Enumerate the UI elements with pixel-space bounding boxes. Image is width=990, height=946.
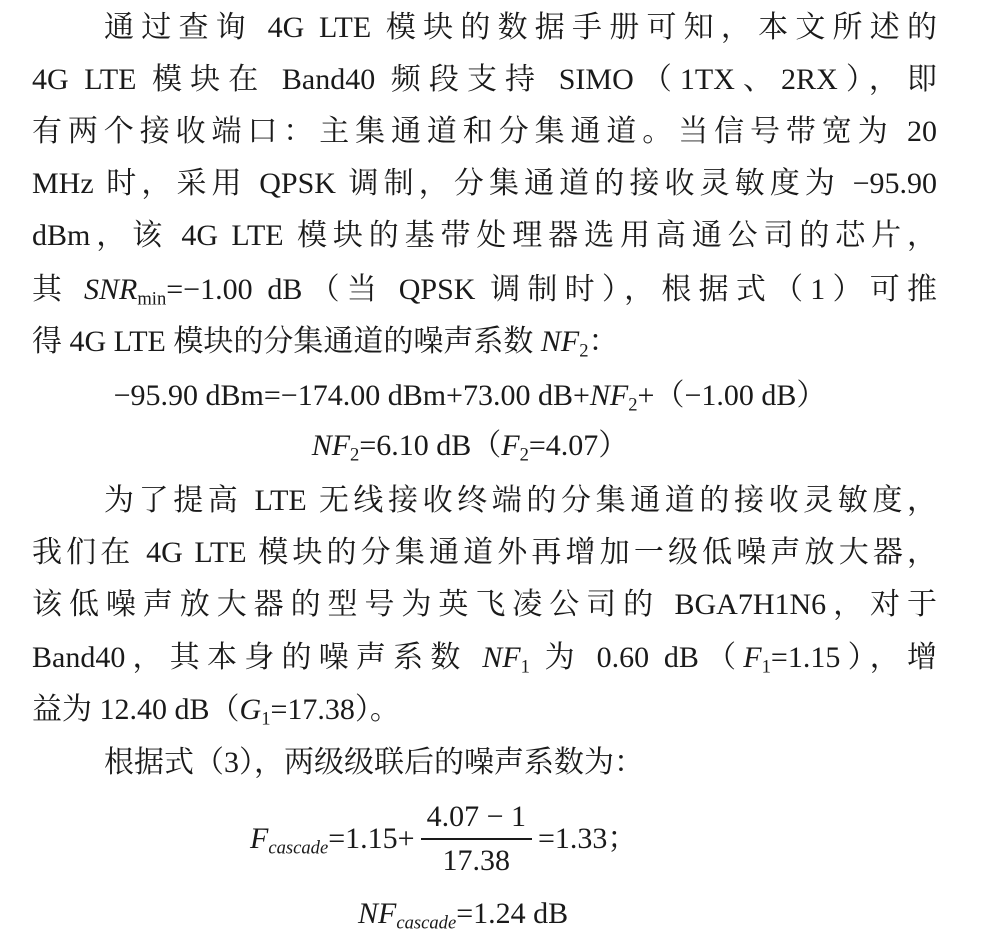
p2l4-prefix: Band40，其本身的噪声系数 (32, 641, 483, 674)
eq2-var: NF (311, 429, 351, 462)
eq3-lhs (250, 821, 415, 857)
equation-3 (0, 794, 990, 884)
eq3-mid: =1.15+ (328, 822, 415, 855)
eq3-wrap (250, 794, 637, 884)
eq3-numerator: 4.07 − 1 (426, 800, 526, 833)
line7-suffix: ： (588, 325, 619, 358)
nf-subscript: 2 (579, 340, 589, 362)
snr-variable: SNR (83, 273, 138, 306)
eq4-sub: cascade (396, 912, 457, 934)
p2l5-suffix: =17.38）。 (270, 693, 400, 726)
p2l4-suffix: =1.15），增 (770, 641, 938, 674)
snr-subscript: min (137, 288, 167, 310)
paragraph1-line3: 有两个接收端口：主集通道和分集通道。当信号带宽为 20 (32, 115, 937, 148)
eq1-suffix: +（−1.00 dB） (637, 379, 827, 412)
eq2-mid: =6.10 dB（ (359, 429, 502, 462)
equation-4 (358, 896, 758, 932)
paragraph2-line1: 为了提高 LTE 无线接收终端的分集通道的接收灵敏度， (104, 484, 937, 517)
paragraph1-line6 (32, 272, 937, 308)
f1-var: F (743, 641, 762, 674)
equation-2 (0, 428, 940, 464)
g1-var: G (239, 693, 262, 726)
paragraph1-line5: dBm，该 4G LTE 模块的基带处理器选用高通公司的芯片， (32, 219, 937, 252)
paragraph1-line7 (32, 324, 937, 360)
f1-sub: 1 (761, 656, 771, 678)
paragraph2-line5 (32, 692, 937, 728)
nf-variable: NF (540, 325, 580, 358)
eq4-suffix: =1.24 dB (456, 897, 569, 930)
paragraph1-line4: MHz 时，采用 QPSK 调制，分集通道的接收灵敏度为 −95.90 (32, 167, 937, 200)
equation-1 (0, 378, 940, 414)
eq3-denominator: 17.38 (442, 844, 511, 877)
paragraph3-line: 根据式（3），两级级联后的噪声系数为： (104, 746, 644, 779)
g1-sub: 1 (261, 708, 271, 730)
paragraph1-line1: 通过查询 4G LTE 模块的数据手册可知，本文所述的 (104, 11, 937, 44)
eq4-var: NF (358, 897, 397, 930)
eq3-var: F (250, 822, 269, 855)
paragraph2-line3: 该低噪声放大器的型号为英飞凌公司的 BGA7H1N6，对于 (32, 588, 937, 621)
eq3-sub: cascade (268, 837, 329, 859)
nf1-var: NF (482, 641, 521, 674)
line6-prefix: 其 (32, 273, 84, 306)
p2l5-prefix: 益为 12.40 dB（ (32, 693, 240, 726)
eq3-fraction (421, 800, 532, 878)
paragraph2-line4 (32, 640, 937, 676)
paragraph2-line2: 我们在 4G LTE 模块的分集通道外再增加一级低噪声放大器， (32, 536, 937, 569)
eq2-suffix: =4.07） (528, 429, 629, 462)
nf1-sub: 1 (520, 656, 530, 678)
eq1-var: NF (589, 379, 629, 412)
eq3-suffix: =1.33； (537, 822, 638, 855)
eq1-prefix: −95.90 dBm=−174.00 dBm+73.00 dB+ (113, 379, 590, 412)
eq2-sub: 2 (350, 444, 360, 466)
paragraph1-line2: 4G LTE 模块在 Band40 频段支持 SIMO（1TX、2RX），即 (32, 63, 937, 96)
eq2-sub2: 2 (519, 444, 529, 466)
line6-suffix: =−1.00 dB（当 QPSK 调制时），根据式（1）可推 (166, 273, 938, 306)
eq1-sub: 2 (628, 394, 638, 416)
p2l4-mid: 为 0.60 dB（ (529, 641, 744, 674)
eq2-var2: F (501, 429, 520, 462)
line7-prefix: 得 4G LTE 模块的分集通道的噪声系数 (32, 325, 541, 358)
